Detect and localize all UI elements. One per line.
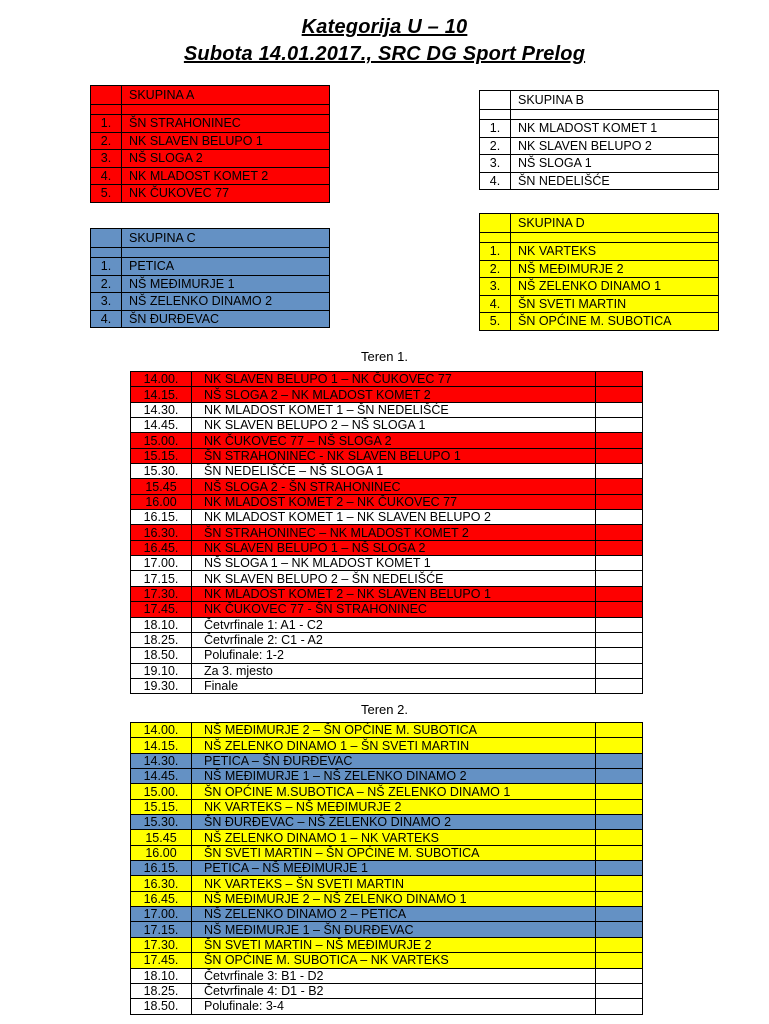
match-teams: PETICA – NŠ MEĐIMURJE 1: [192, 861, 596, 876]
schedule-row: [131, 540, 643, 555]
match-result-cell: [596, 632, 643, 647]
match-time: 14.15.: [131, 387, 192, 402]
team-name: NŠ SLOGA 1: [511, 155, 719, 173]
schedule-row: [131, 448, 643, 463]
schedule-row: [131, 799, 643, 814]
match-teams: ŠN STRAHONINEC - NK SLAVEN BELUPO 1: [192, 448, 596, 463]
schedule-row: [131, 464, 643, 479]
match-result-cell: [596, 448, 643, 463]
group-header-row: [91, 229, 330, 248]
match-teams: ŠN OPĆINE M.SUBOTICA – NŠ ZELENKO DINAMO 1: [192, 784, 596, 799]
group-team-row: [480, 260, 719, 278]
match-teams: NK SLAVEN BELUPO 2 – NŠ SLOGA 1: [192, 418, 596, 433]
match-teams: NK VARTEKS – ŠN SVETI MARTIN: [192, 876, 596, 891]
team-rank: 3.: [480, 155, 511, 173]
schedule-row: [131, 510, 643, 525]
match-time: 17.00.: [131, 556, 192, 571]
team-rank: 1.: [480, 243, 511, 261]
match-time: 14.45.: [131, 769, 192, 784]
team-rank: 5.: [91, 185, 122, 203]
teren-1-table: [130, 371, 643, 694]
match-time: 14.00.: [131, 372, 192, 387]
schedule-row: [131, 617, 643, 632]
schedule-row: [131, 937, 643, 952]
match-teams: NŠ SLOGA 1 – NK MLADOST KOMET 1: [192, 556, 596, 571]
match-time: 15.45: [131, 479, 192, 494]
page-subtitle: Subota 14.01.2017., SRC DG Sport Prelog: [183, 43, 586, 65]
match-time: 17.15.: [131, 922, 192, 937]
group-title: SKUPINA A: [122, 86, 330, 105]
match-result-cell: [596, 845, 643, 860]
group-title: SKUPINA B: [511, 91, 719, 110]
match-teams: NŠ ZELENKO DINAMO 2 – PETICA: [192, 907, 596, 922]
match-teams: NK MLADOST KOMET 2 – NK ČUKOVEC 77: [192, 494, 596, 509]
match-time: 14.45.: [131, 418, 192, 433]
match-result-cell: [596, 372, 643, 387]
team-rank: 4.: [480, 172, 511, 190]
team-rank: 2.: [480, 137, 511, 155]
match-time: 17.15.: [131, 571, 192, 586]
match-time: 17.45.: [131, 602, 192, 617]
match-time: 16.30.: [131, 876, 192, 891]
match-time: 15.30.: [131, 815, 192, 830]
team-rank: 3.: [91, 293, 122, 311]
match-time: 14.00.: [131, 723, 192, 738]
match-time: 19.30.: [131, 678, 192, 693]
match-result-cell: [596, 663, 643, 678]
teren-2-label: Teren 2.: [361, 702, 408, 717]
match-time: 18.10.: [131, 968, 192, 983]
team-name: NK MLADOST KOMET 1: [511, 120, 719, 138]
team-rank: 2.: [91, 275, 122, 293]
match-result-cell: [596, 830, 643, 845]
group-team-row: [91, 293, 330, 311]
team-name: ŠN NEDELIŠĆE: [511, 172, 719, 190]
match-result-cell: [596, 815, 643, 830]
match-result-cell: [596, 999, 643, 1014]
schedule-row: [131, 678, 643, 693]
match-result-cell: [596, 738, 643, 753]
match-time: 15.45: [131, 830, 192, 845]
schedule-row: [131, 602, 643, 617]
match-time: 16.00: [131, 845, 192, 860]
group-title: SKUPINA D: [511, 214, 719, 233]
match-time: 15.00.: [131, 433, 192, 448]
team-rank: 1.: [91, 115, 122, 133]
team-name: PETICA: [122, 258, 330, 276]
group-team-row: [91, 167, 330, 185]
match-teams: NŠ SLOGA 2 - ŠN STRAHONINEC: [192, 479, 596, 494]
group-team-row: [480, 243, 719, 261]
match-result-cell: [596, 678, 643, 693]
team-name: NK VARTEKS: [511, 243, 719, 261]
schedule-row: [131, 387, 643, 402]
schedule-row: [131, 922, 643, 937]
group-table-c: [90, 228, 330, 328]
schedule-row: [131, 663, 643, 678]
page-title: Kategorija U – 10: [301, 16, 468, 38]
schedule-row: [131, 999, 643, 1014]
schedule-row: [131, 402, 643, 417]
group-spacer-cell: [91, 248, 122, 258]
match-result-cell: [596, 953, 643, 968]
match-result-cell: [596, 784, 643, 799]
match-result-cell: [596, 418, 643, 433]
match-teams: NŠ MEĐIMURJE 1 – NŠ ZELENKO DINAMO 2: [192, 769, 596, 784]
schedule-row: [131, 648, 643, 663]
group-team-row: [91, 275, 330, 293]
match-time: 18.50.: [131, 999, 192, 1014]
title-block: [0, 14, 769, 68]
match-result-cell: [596, 602, 643, 617]
group-spacer-row: [91, 105, 330, 115]
schedule-row: [131, 753, 643, 768]
schedule-row: [131, 372, 643, 387]
match-teams: NK SLAVEN BELUPO 1 – NŠ SLOGA 2: [192, 540, 596, 555]
schedule-row: [131, 479, 643, 494]
team-name: NŠ ZELENKO DINAMO 2: [122, 293, 330, 311]
group-header-num-cell: [480, 91, 511, 110]
group-team-row: [480, 278, 719, 296]
match-result-cell: [596, 540, 643, 555]
group-spacer-cell: [511, 110, 719, 120]
match-result-cell: [596, 479, 643, 494]
team-name: NK ČUKOVEC 77: [122, 185, 330, 203]
match-teams: ŠN OPĆINE M. SUBOTICA – NK VARTEKS: [192, 953, 596, 968]
team-rank: 1.: [480, 120, 511, 138]
group-header-num-cell: [480, 214, 511, 233]
match-result-cell: [596, 769, 643, 784]
match-time: 14.15.: [131, 738, 192, 753]
group-spacer-cell: [480, 110, 511, 120]
group-team-row: [91, 132, 330, 150]
match-time: 16.15.: [131, 510, 192, 525]
match-teams: Četvrfinale 4: D1 - B2: [192, 983, 596, 998]
match-result-cell: [596, 907, 643, 922]
match-result-cell: [596, 510, 643, 525]
group-team-row: [91, 310, 330, 328]
match-teams: NK ČUKOVEC 77 - ŠN STRAHONINEC: [192, 602, 596, 617]
group-spacer-cell: [122, 105, 330, 115]
team-name: ŠN ĐURĐEVAC: [122, 310, 330, 328]
match-time: 18.25.: [131, 632, 192, 647]
match-result-cell: [596, 799, 643, 814]
group-title: SKUPINA C: [122, 229, 330, 248]
group-team-row: [480, 295, 719, 313]
schedule-row: [131, 983, 643, 998]
schedule-row: [131, 907, 643, 922]
match-result-cell: [596, 648, 643, 663]
group-spacer-cell: [122, 248, 330, 258]
group-spacer-cell: [91, 105, 122, 115]
team-rank: 4.: [91, 310, 122, 328]
schedule-row: [131, 738, 643, 753]
schedule-row: [131, 784, 643, 799]
team-name: NŠ MEĐIMURJE 1: [122, 275, 330, 293]
group-header-num-cell: [91, 86, 122, 105]
match-result-cell: [596, 891, 643, 906]
match-result-cell: [596, 617, 643, 632]
team-name: ŠN OPĆINE M. SUBOTICA: [511, 313, 719, 331]
group-spacer-row: [91, 248, 330, 258]
match-time: 16.15.: [131, 861, 192, 876]
match-teams: NK MLADOST KOMET 2 – NK SLAVEN BELUPO 1: [192, 586, 596, 601]
match-teams: NŠ MEĐIMURJE 1 – ŠN ĐURĐEVAC: [192, 922, 596, 937]
match-result-cell: [596, 753, 643, 768]
schedule-row: [131, 876, 643, 891]
match-result-cell: [596, 402, 643, 417]
team-name: ŠN SVETI MARTIN: [511, 295, 719, 313]
group-header-row: [480, 214, 719, 233]
schedule-row: [131, 953, 643, 968]
match-result-cell: [596, 983, 643, 998]
team-rank: 5.: [480, 313, 511, 331]
group-team-row: [480, 172, 719, 190]
schedule-row: [131, 769, 643, 784]
match-result-cell: [596, 876, 643, 891]
match-result-cell: [596, 723, 643, 738]
group-team-row: [480, 155, 719, 173]
team-name: NŠ MEĐIMURJE 2: [511, 260, 719, 278]
match-time: 14.30.: [131, 402, 192, 417]
match-time: 19.10.: [131, 663, 192, 678]
match-teams: NK ČUKOVEC 77 – NŠ SLOGA 2: [192, 433, 596, 448]
team-rank: 4.: [480, 295, 511, 313]
group-team-row: [480, 120, 719, 138]
group-spacer-cell: [480, 233, 511, 243]
match-time: 15.30.: [131, 464, 192, 479]
match-teams: ŠN SVETI MARTIN – NŠ MEĐIMURJE 2: [192, 937, 596, 952]
team-name: NK MLADOST KOMET 2: [122, 167, 330, 185]
match-teams: NŠ SLOGA 2 – NK MLADOST KOMET 2: [192, 387, 596, 402]
match-time: 14.30.: [131, 753, 192, 768]
match-result-cell: [596, 861, 643, 876]
team-rank: 1.: [91, 258, 122, 276]
match-teams: PETICA – ŠN ĐURĐEVAC: [192, 753, 596, 768]
schedule-row: [131, 418, 643, 433]
schedule-row: [131, 525, 643, 540]
team-rank: 3.: [91, 150, 122, 168]
match-teams: NK MLADOST KOMET 1 – ŠN NEDELIŠĆE: [192, 402, 596, 417]
group-team-row: [91, 150, 330, 168]
group-team-row: [480, 313, 719, 331]
match-time: 16.30.: [131, 525, 192, 540]
group-team-row: [91, 258, 330, 276]
match-teams: Četvrfinale 2: C1 - A2: [192, 632, 596, 647]
team-name: NK SLAVEN BELUPO 1: [122, 132, 330, 150]
match-time: 16.45.: [131, 540, 192, 555]
schedule-row: [131, 433, 643, 448]
group-spacer-row: [480, 110, 719, 120]
match-teams: NŠ MEĐIMURJE 2 – ŠN OPĆINE M. SUBOTICA: [192, 723, 596, 738]
schedule-row: [131, 968, 643, 983]
match-teams: ŠN NEDELIŠĆE – NŠ SLOGA 1: [192, 464, 596, 479]
schedule-row: [131, 571, 643, 586]
group-spacer-cell: [511, 233, 719, 243]
schedule-row: [131, 861, 643, 876]
match-result-cell: [596, 937, 643, 952]
match-teams: Četvrfinale 1: A1 - C2: [192, 617, 596, 632]
team-rank: 2.: [480, 260, 511, 278]
match-teams: NŠ ZELENKO DINAMO 1 – NK VARTEKS: [192, 830, 596, 845]
match-teams: NK SLAVEN BELUPO 1 – NK ČUKOVEC 77: [192, 372, 596, 387]
match-time: 15.00.: [131, 784, 192, 799]
match-teams: Finale: [192, 678, 596, 693]
group-header-num-cell: [91, 229, 122, 248]
schedule-row: [131, 632, 643, 647]
match-teams: NK VARTEKS – NŠ MEĐIMURJE 2: [192, 799, 596, 814]
match-result-cell: [596, 571, 643, 586]
group-table-d: [479, 213, 719, 331]
match-result-cell: [596, 556, 643, 571]
group-table-b: [479, 90, 719, 190]
match-teams: Polufinale: 3-4: [192, 999, 596, 1014]
group-header-row: [480, 91, 719, 110]
group-team-row: [91, 185, 330, 203]
team-name: NK SLAVEN BELUPO 2: [511, 137, 719, 155]
match-teams: ŠN ĐURĐEVAC – NŠ ZELENKO DINAMO 2: [192, 815, 596, 830]
group-table-a: [90, 85, 330, 203]
match-time: 17.30.: [131, 937, 192, 952]
match-teams: NŠ MEĐIMURJE 2 – NŠ ZELENKO DINAMO 1: [192, 891, 596, 906]
teren-2-table: [130, 722, 643, 1015]
match-teams: ŠN SVETI MARTIN – ŠN OPĆINE M. SUBOTICA: [192, 845, 596, 860]
schedule-row: [131, 586, 643, 601]
match-result-cell: [596, 494, 643, 509]
match-time: 16.45.: [131, 891, 192, 906]
schedule-row: [131, 845, 643, 860]
match-result-cell: [596, 525, 643, 540]
match-result-cell: [596, 968, 643, 983]
schedule-row: [131, 723, 643, 738]
match-time: 15.15.: [131, 799, 192, 814]
group-team-row: [91, 115, 330, 133]
match-teams: Za 3. mjesto: [192, 663, 596, 678]
schedule-row: [131, 830, 643, 845]
schedule-row: [131, 556, 643, 571]
match-time: 16.00: [131, 494, 192, 509]
team-rank: 3.: [480, 278, 511, 296]
match-result-cell: [596, 922, 643, 937]
match-time: 17.45.: [131, 953, 192, 968]
match-time: 17.00.: [131, 907, 192, 922]
match-time: 18.25.: [131, 983, 192, 998]
match-teams: Polufinale: 1-2: [192, 648, 596, 663]
team-name: ŠN STRAHONINEC: [122, 115, 330, 133]
match-time: 17.30.: [131, 586, 192, 601]
schedule-row: [131, 815, 643, 830]
match-time: 15.15.: [131, 448, 192, 463]
match-result-cell: [596, 586, 643, 601]
match-teams: NŠ ZELENKO DINAMO 1 – ŠN SVETI MARTIN: [192, 738, 596, 753]
team-rank: 4.: [91, 167, 122, 185]
team-name: NŠ ZELENKO DINAMO 1: [511, 278, 719, 296]
match-teams: ŠN STRAHONINEC – NK MLADOST KOMET 2: [192, 525, 596, 540]
match-result-cell: [596, 433, 643, 448]
group-team-row: [480, 137, 719, 155]
match-time: 18.10.: [131, 617, 192, 632]
match-time: 18.50.: [131, 648, 192, 663]
match-result-cell: [596, 464, 643, 479]
schedule-row: [131, 494, 643, 509]
group-spacer-row: [480, 233, 719, 243]
match-teams: Četvrfinale 3: B1 - D2: [192, 968, 596, 983]
teren-1-label: Teren 1.: [361, 349, 408, 364]
schedule-row: [131, 891, 643, 906]
match-teams: NK MLADOST KOMET 1 – NK SLAVEN BELUPO 2: [192, 510, 596, 525]
team-name: NŠ SLOGA 2: [122, 150, 330, 168]
match-teams: NK SLAVEN BELUPO 2 – ŠN NEDELIŠĆE: [192, 571, 596, 586]
match-result-cell: [596, 387, 643, 402]
group-header-row: [91, 86, 330, 105]
team-rank: 2.: [91, 132, 122, 150]
